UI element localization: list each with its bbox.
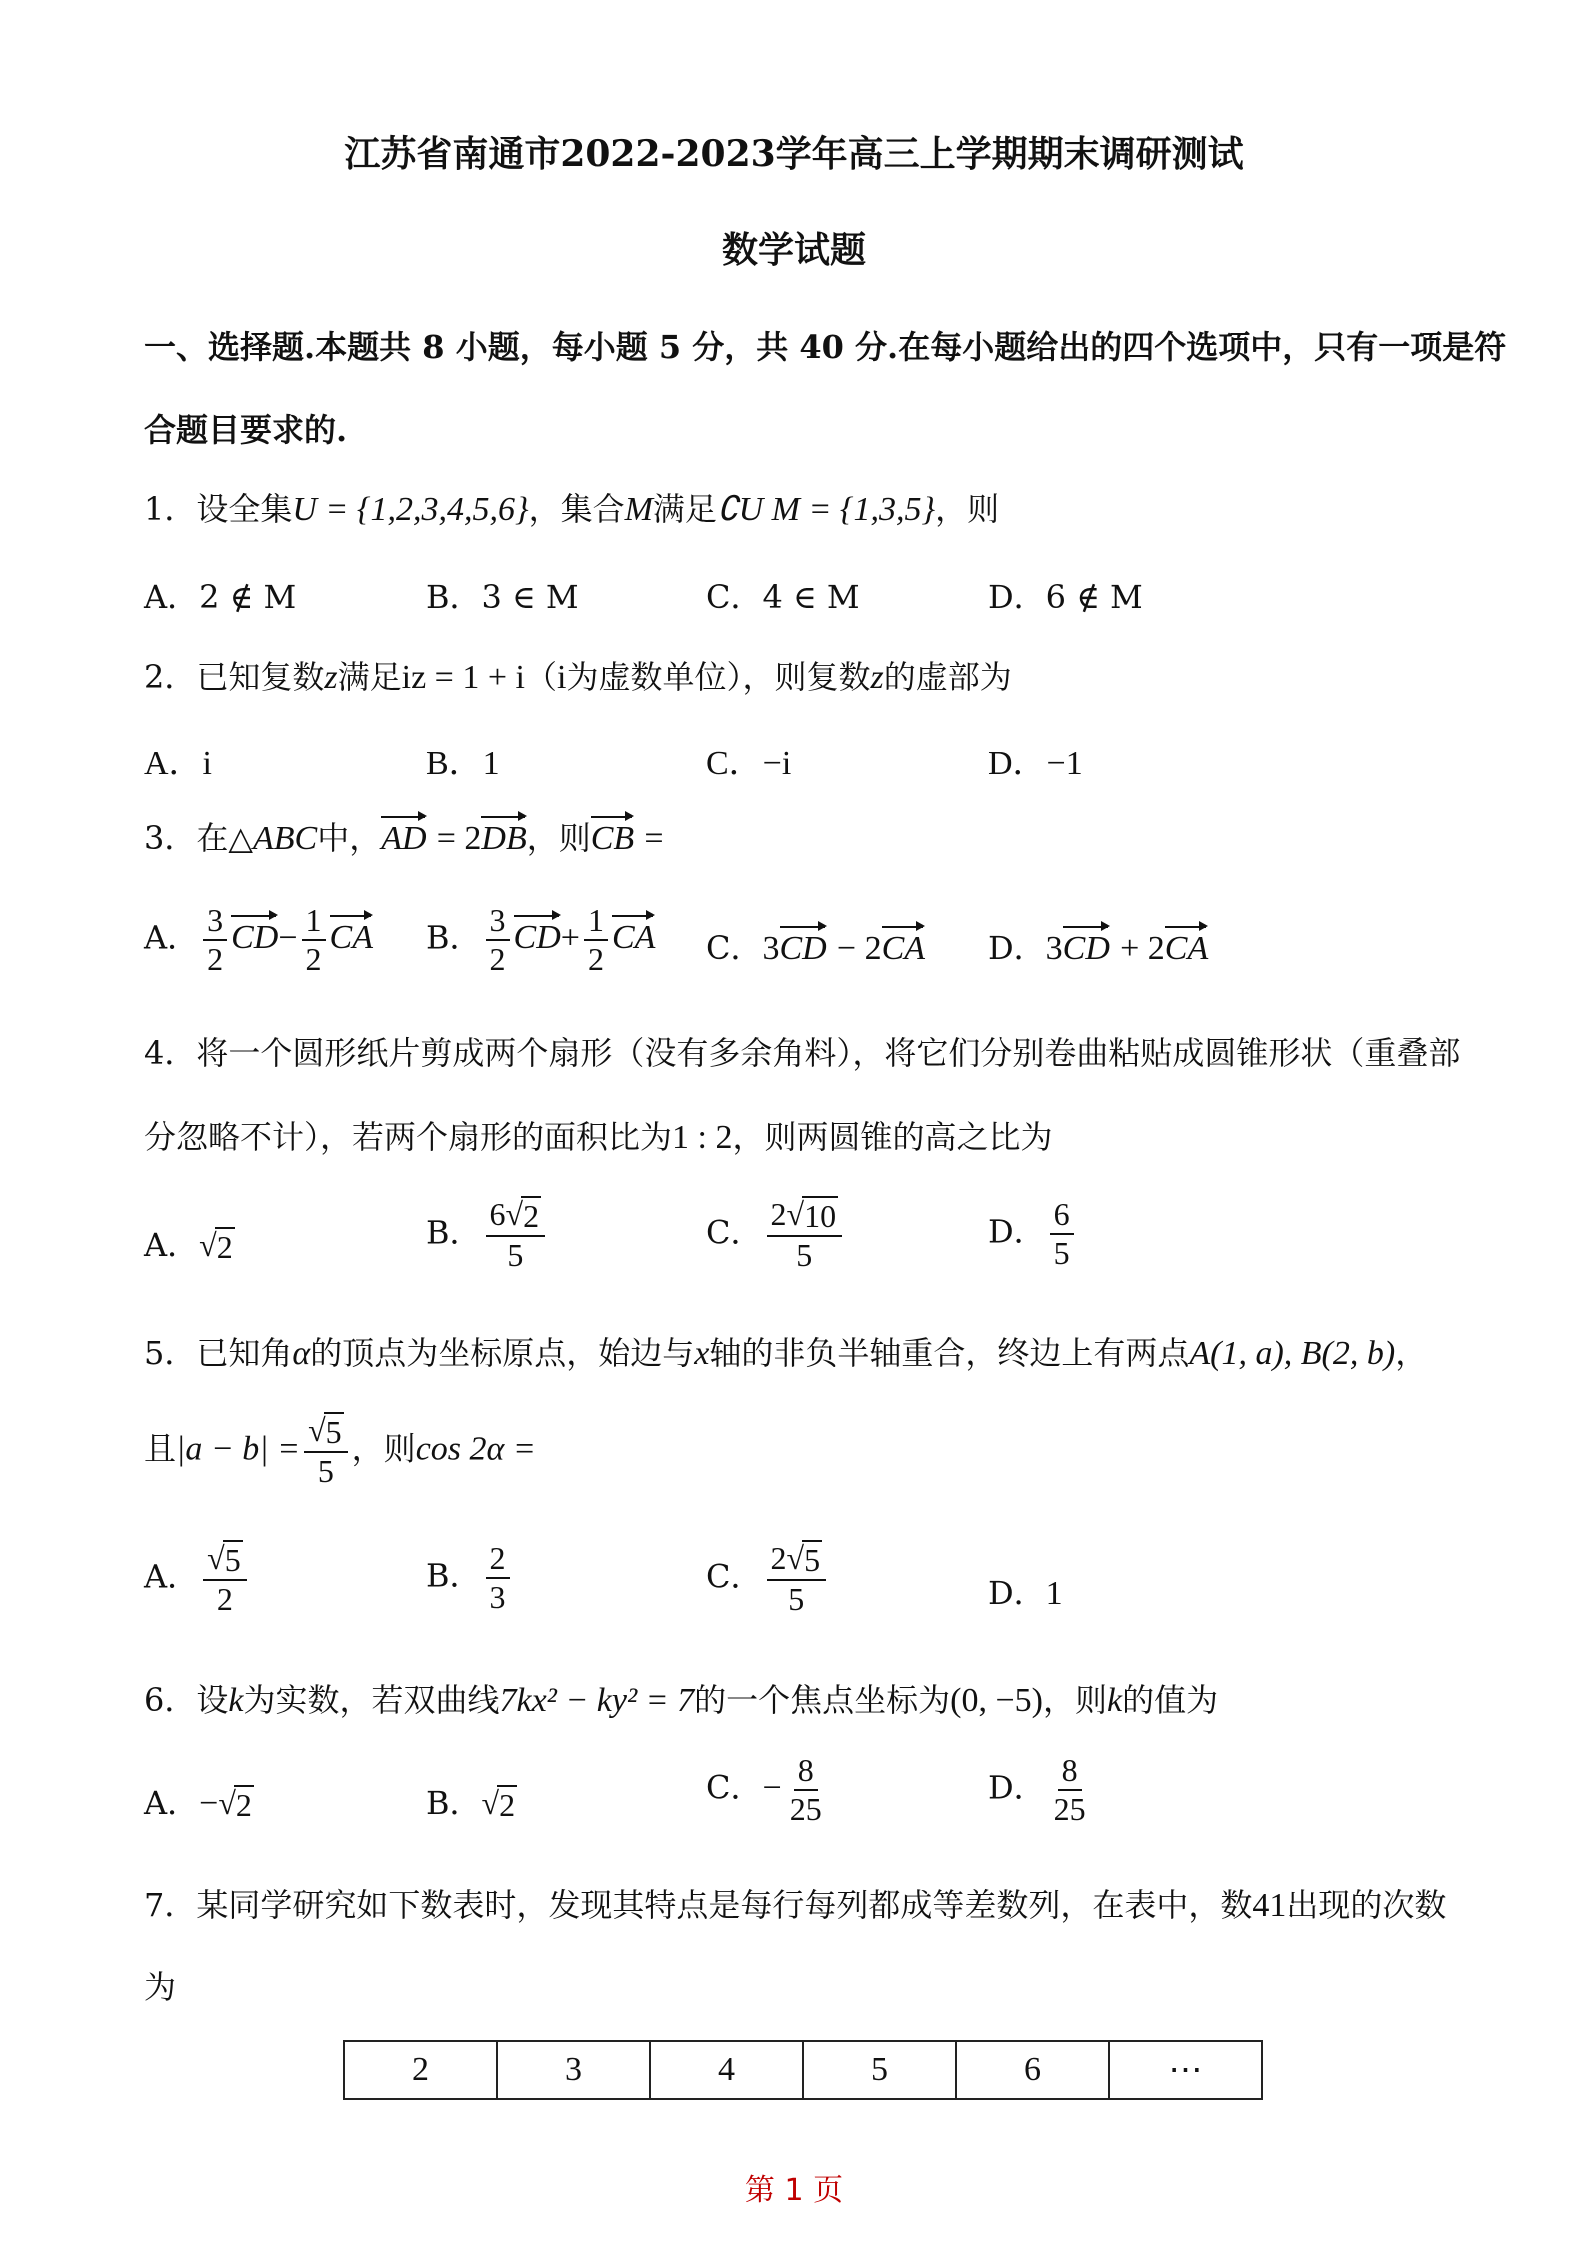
question-6-option-c: C．− $\frac{8}{25}$	[706, 1752, 822, 1827]
question-1-option-d: D．6 ∉ M	[988, 578, 1143, 616]
question-4-option-c: C． 2 √ 10 5	[706, 1196, 846, 1274]
question-5-option-a: A． √ 5 2	[144, 1540, 251, 1618]
question-1-stem: 1．设全集U = {1,2,3,4,5,6}，集合M满足∁U M = {1,3,5}，则	[144, 490, 1000, 528]
question-5-stem-line1: 5．已知角α的顶点为坐标原点，始边与x轴的非负半轴重合，终边上有两点A(1, a), B(2, b)，	[144, 1334, 1428, 1372]
table-cell: 6	[956, 2041, 1109, 2099]
question-4-option-a: A． √ 2	[144, 1226, 233, 1265]
page-subtitle: 数学试题	[721, 229, 866, 271]
question-3-stem: 3．在△ABC中，AD = 2DB，则CB =	[144, 812, 1448, 859]
question-3-option-d: D．3CD + 2CA	[988, 922, 1208, 969]
question-6-stem: 6．设k为实数，若双曲线7kx² − ky² = 7的一个焦点坐标为(0, −5)，则k的值为	[144, 1681, 1219, 1719]
question-2-option-a: A．i	[144, 745, 212, 782]
section-heading-cont: 合题目要求的.	[144, 411, 348, 449]
question-1-option-a: A．2 ∉ M	[144, 578, 297, 616]
question-4-stem-line2: 分忽略不计），若两个扇形的面积比为1 : 2，则两圆锥的高之比为	[144, 1118, 1053, 1156]
question-7-stem-line1: 7．某同学研究如下数表时，发现其特点是每行每列都成等差数列，在表中，数41出现的次数	[144, 1886, 1447, 1924]
section-heading: 一、选择题.本题共 8 小题，每小题 5 分，共 40 分.在每小题给出的四个选项中，只有一项是符	[144, 328, 1507, 366]
page-title: 江苏省南通市2022-2023学年高三上学期期末调研测试	[344, 133, 1244, 175]
question-6-option-a: A．− √ 2	[144, 1784, 252, 1823]
question-7-stem-line2: 为	[144, 1968, 177, 2006]
question-6-option-d: D． $\frac{8}{25}$	[988, 1752, 1086, 1827]
question-3-option-c: C．3CD − 2CA	[706, 922, 925, 969]
question-1-option-c: C．4 ∈ M	[706, 578, 860, 616]
question-4-option-d: D． $\frac{6}{5}$	[988, 1196, 1078, 1272]
table-cell: ⋯	[1109, 2041, 1262, 2099]
table-cell: 3	[497, 2041, 650, 2099]
question-5-option-b: B． $\frac{2}{3}$	[426, 1540, 514, 1616]
table-cell: 2	[344, 2041, 497, 2099]
table-cell: 5	[803, 2041, 956, 2099]
table-cell: 4	[650, 2041, 803, 2099]
question-2-option-d: D．−1	[988, 745, 1083, 782]
question-4-option-b: B． 6 √ 2 5	[426, 1196, 549, 1274]
question-2-option-c: C．−i	[706, 745, 792, 782]
question-5-option-d: D．1	[988, 1574, 1063, 1612]
table-row	[344, 2041, 1262, 2099]
question-2-stem: 2．已知复数z满足iz = 1 + i（i为虚数单位），则复数z的虚部为	[144, 658, 1012, 696]
question-2-option-b: B．1	[426, 745, 500, 782]
question-4-stem-line1: 4．将一个圆形纸片剪成两个扇形（没有多余角料），将它们分别卷曲粘贴成圆锥形状（重叠部	[144, 1034, 1461, 1072]
question-1-option-b: B．3 ∈ M	[426, 578, 579, 616]
page-number: 第 1 页	[744, 2173, 844, 2208]
question-5-option-c: C． 2 √ 5 5	[706, 1540, 830, 1618]
question-6-option-b: B． √ 2	[426, 1784, 516, 1823]
question-3-option-a: A． $\frac{3}{2}$ CD− $\frac{1}{2}$ CA	[144, 902, 373, 977]
question-5-stem-line2: 且|a − b| = √ 5 5 ，则cos 2α =	[144, 1412, 536, 1489]
number-table	[343, 2040, 1263, 2100]
question-3-option-b: B． $\frac{3}{2}$ CD+ $\frac{1}{2}$ CA	[426, 902, 656, 977]
